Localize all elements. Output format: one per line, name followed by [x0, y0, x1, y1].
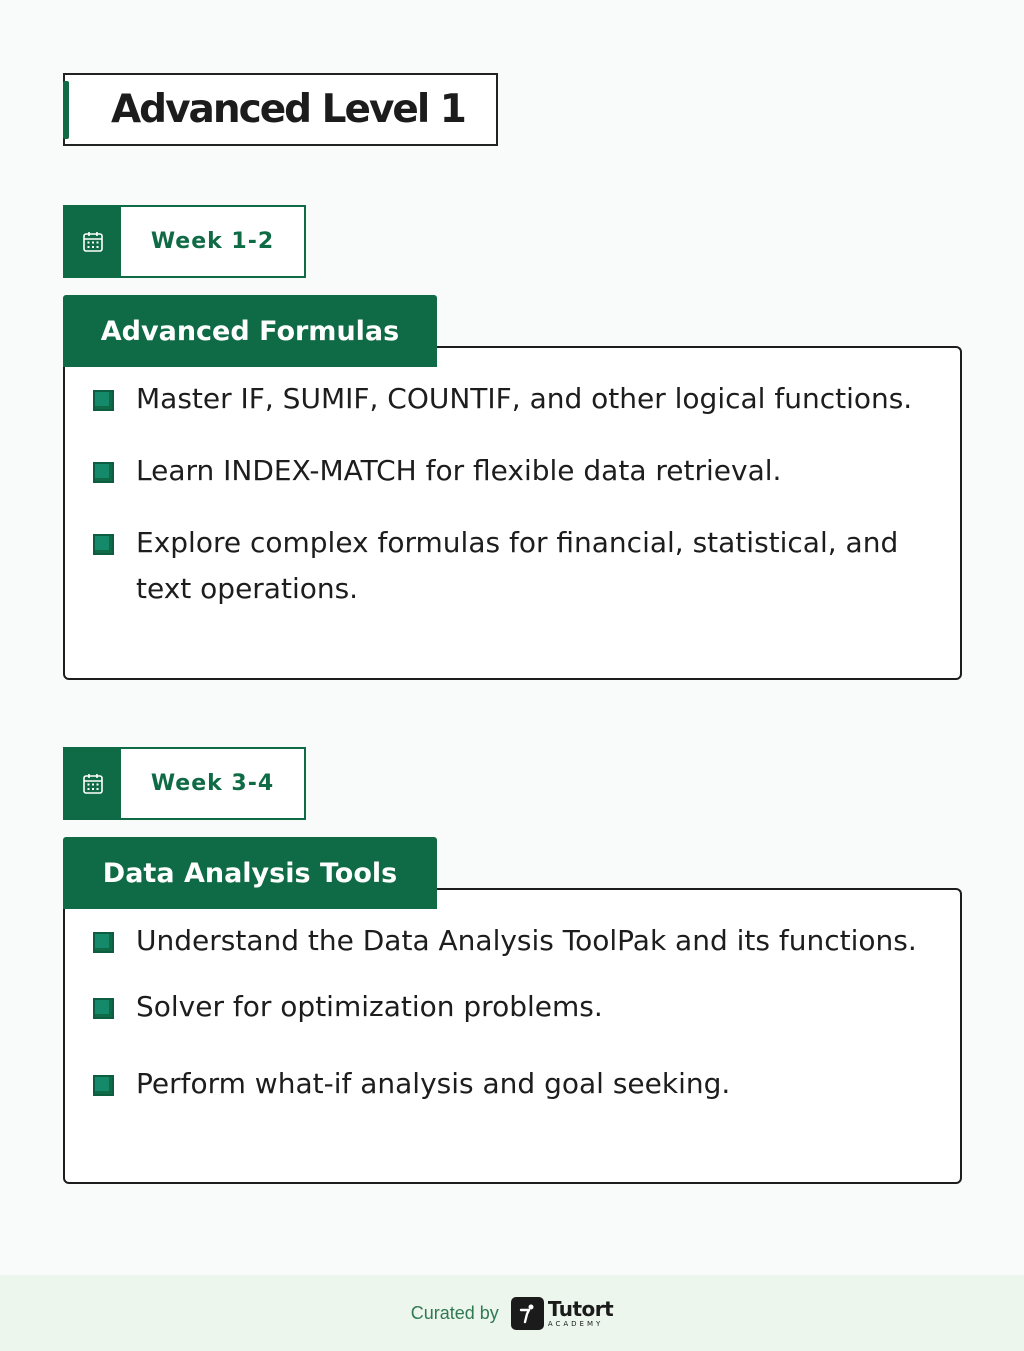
calendar-icon [65, 749, 121, 818]
list-item: Explore complex formulas for financial, statistical, and text operations. [65, 520, 960, 612]
title-accent-bar [63, 81, 69, 139]
list-item: Understand the Data Analysis ToolPak and its functions. [65, 918, 960, 964]
page-title: Advanced Level 1 [111, 87, 465, 132]
list-item: Master IF, SUMIF, COUNTIF, and other logical functions. [65, 376, 960, 422]
week-label: Week 1-2 [150, 229, 275, 254]
footer [0, 1275, 1024, 1351]
list-item: Solver for optimization problems. [65, 984, 960, 1030]
curated-by-label: Curated by [410, 1302, 499, 1323]
brand-sub: ACADEMY [547, 1319, 604, 1328]
square-bullet-icon [93, 462, 114, 483]
section-card-2 [63, 888, 962, 1184]
calendar-icon [65, 207, 121, 276]
brand-name: Tutort [547, 1296, 614, 1321]
section-card-1 [63, 346, 962, 680]
square-bullet-icon [93, 534, 114, 555]
item-list [65, 890, 960, 1107]
tutort-logo-icon [511, 1297, 544, 1330]
square-bullet-icon [93, 998, 114, 1019]
section-heading-1: Advanced Formulas [63, 295, 437, 367]
square-bullet-icon [93, 390, 114, 411]
section-heading-2: Data Analysis Tools [63, 837, 437, 909]
week-label: Week 3-4 [150, 771, 275, 796]
week-badge-2 [63, 747, 306, 820]
list-item: Learn INDEX-MATCH for flexible data retrieval. [65, 448, 960, 494]
brand-logo [511, 1297, 613, 1330]
square-bullet-icon [93, 932, 114, 953]
week-badge-1 [63, 205, 306, 278]
item-list [65, 348, 960, 612]
list-item: Perform what-if analysis and goal seeking. [65, 1061, 960, 1107]
page-title-box [63, 73, 498, 146]
square-bullet-icon [93, 1075, 114, 1096]
